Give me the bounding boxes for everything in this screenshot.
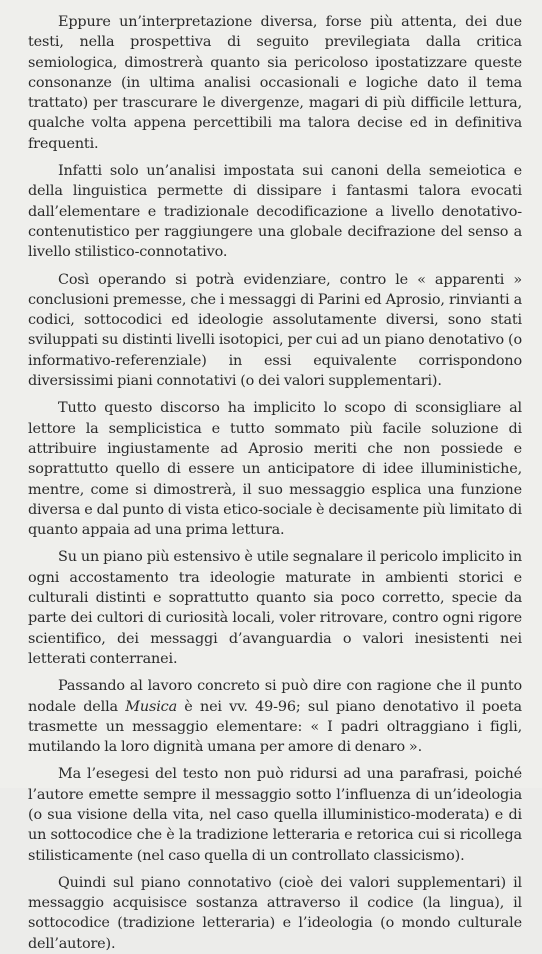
paragraph-4: Tutto questo discorso ha implicito lo scopo di sconsigliare al lettore la semplicistica e tutto sommato più facile soluzione di attribuire ingiustamente ad Aprosio meriti che non possiede e soprattutto quello di essere un anticipatore di idee illuministiche, mentre, come si dimostrerà, il suo messaggio esplica una funzione diversa e dal punto di vista etico-sociale è decisamente più limitato di quanto appaia ad una prima lettura. — [28, 400, 522, 539]
paragraph-1: Eppure un’interpretazione diversa, forse più attenta, dei due testi, nella prospettiva di seguito previlegiata dalla critica semiologica, dimostrerà quanto sia pericoloso ipostatizzare queste consonanze (in ultima analisi occasionali e logiche dato il tema trattato) per trascurare le divergenze, magari di più difficile lettura, qualche volta appena percettibili ma talora decise ed in definitiva frequenti. — [28, 14, 522, 152]
paragraph-5: Su un piano più estensivo è utile segnalare il pericolo implicito in ogni accostamento tra ideologie maturate in ambienti storici e culturali distinti e soprattutto quanto sia poco corretto, specie da parte dei cultori di curiosità locali, voler ritrovare, contro ogni rigore scientifico, dei messaggi d’avanguardia o valori inesistenti nei letterati conterranei. — [28, 549, 522, 667]
paragraph-6-text-after: è nei vv. 49-96; sul piano denotativo il poeta trasmette un messaggio elementare: « I padri oltraggiano i figli, mutilando la loro dignità umana per amore di denaro ». — [28, 698, 522, 756]
paragraph-6 — [28, 676, 522, 757]
paragraph-3: Così operando si potrà evidenziare, contro le « apparenti » conclusioni premesse, che i messaggi di Parini ed Aprosio, rinvianti a codici, sottocodici ed ideologie assolutamente diversi, sono stati sviluppati su distinti livelli isotopici, per cui ad un piano denotativo (o informativo-referenziale) in essi equivalente corrispondono diversissimi piani connotativi (o dei valori supplementari). — [28, 271, 522, 390]
paragraph-7: Ma l’esegesi del testo non può ridursi ad una parafrasi, poiché l’autore emette sempre il messaggio sotto l’influenza di un’ideologia (o sua visione della vita, nel caso quella illuministico-moderata) e di un sottocodice che è la tradizione letteraria e retorica cui si ricollega stilisticamente (nel caso quella di un controllato classicismo). — [28, 766, 522, 864]
paragraph-2: Infatti solo un’analisi impostata sui canoni della semeiotica e della linguistica permette di dissipare i fantasmi talora evocati dall’elementare e tradizionale decodificazione a livello denotativo-contenutistico per raggiungere una globale decifrazione del senso a livello stilistico-connotativo. — [28, 163, 522, 261]
work-title-musica: Musica — [125, 698, 178, 715]
paragraph-6-text-before: Passando al lavoro concreto si può dire con ragione che il punto nodale della — [28, 678, 522, 715]
paragraph-8: Quindi sul piano connotativo (cioè dei valori supplementari) il messaggio acquisisce sostanza attraverso il codice (la lingua), il sottocodice (tradizione letteraria) e l’ideologia (o mondo culturale dell’autore). — [28, 874, 522, 952]
